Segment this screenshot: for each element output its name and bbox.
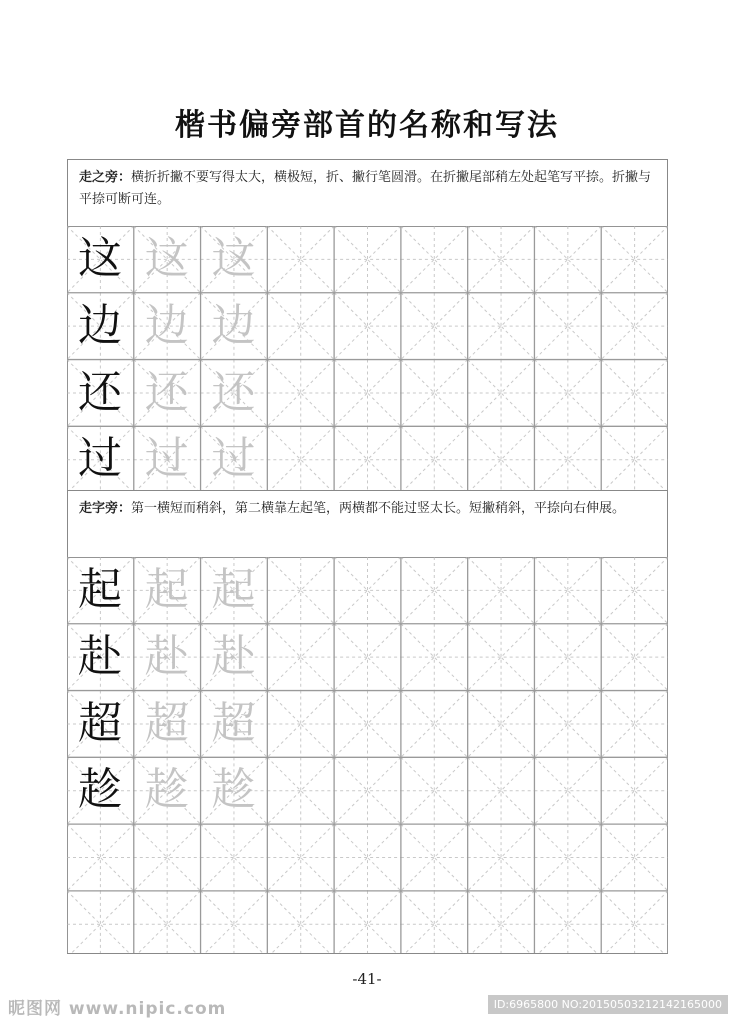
trace-character: 超 bbox=[144, 697, 189, 749]
section2-text: 第一横短而稍斜，第二横靠左起笔，两横都不能过竖太长。短撇稍斜，平捺向右伸展。 bbox=[131, 501, 626, 516]
model-character: 趁 bbox=[78, 764, 122, 816]
trace-character: 过 bbox=[144, 433, 189, 485]
section1-label: 走之旁： bbox=[79, 170, 132, 185]
model-character: 起 bbox=[78, 564, 122, 615]
section1-text: 横折折撇不要写得太大，横极短，折、撇行笔圆滑。在折撇尾部稍左处起笔写平捺。折撇与平捺可断可连。 bbox=[79, 170, 652, 207]
trace-character: 趁 bbox=[211, 764, 256, 816]
trace-character: 还 bbox=[144, 366, 189, 418]
model-character: 边 bbox=[78, 299, 122, 351]
model-character: 赴 bbox=[78, 630, 122, 682]
section2-description bbox=[67, 491, 668, 557]
trace-character: 超 bbox=[211, 697, 256, 749]
trace-character: 边 bbox=[211, 299, 256, 351]
trace-character: 赴 bbox=[144, 630, 189, 682]
trace-character: 起 bbox=[211, 564, 256, 615]
model-character: 这 bbox=[78, 233, 122, 284]
model-character: 过 bbox=[78, 433, 122, 485]
trace-character: 赴 bbox=[211, 630, 256, 682]
trace-character: 还 bbox=[211, 366, 256, 418]
page-number: -41- bbox=[352, 970, 382, 988]
section1-description bbox=[67, 160, 668, 226]
trace-character: 趁 bbox=[144, 764, 189, 816]
section2-label: 走字旁： bbox=[79, 501, 132, 516]
trace-character: 起 bbox=[144, 564, 189, 615]
watermark-logo: 昵图网 www.nipic.com bbox=[8, 999, 227, 1019]
model-character: 超 bbox=[78, 697, 122, 749]
page-title: 楷书偏旁部首的名称和写法 bbox=[175, 108, 559, 143]
trace-character: 过 bbox=[211, 433, 256, 485]
trace-character: 这 bbox=[211, 233, 256, 284]
model-character: 还 bbox=[78, 366, 122, 418]
trace-character: 边 bbox=[144, 299, 189, 351]
watermark-id: ID:6965800 NO:20150503212142165000 bbox=[488, 995, 728, 1014]
trace-character: 这 bbox=[144, 233, 189, 284]
